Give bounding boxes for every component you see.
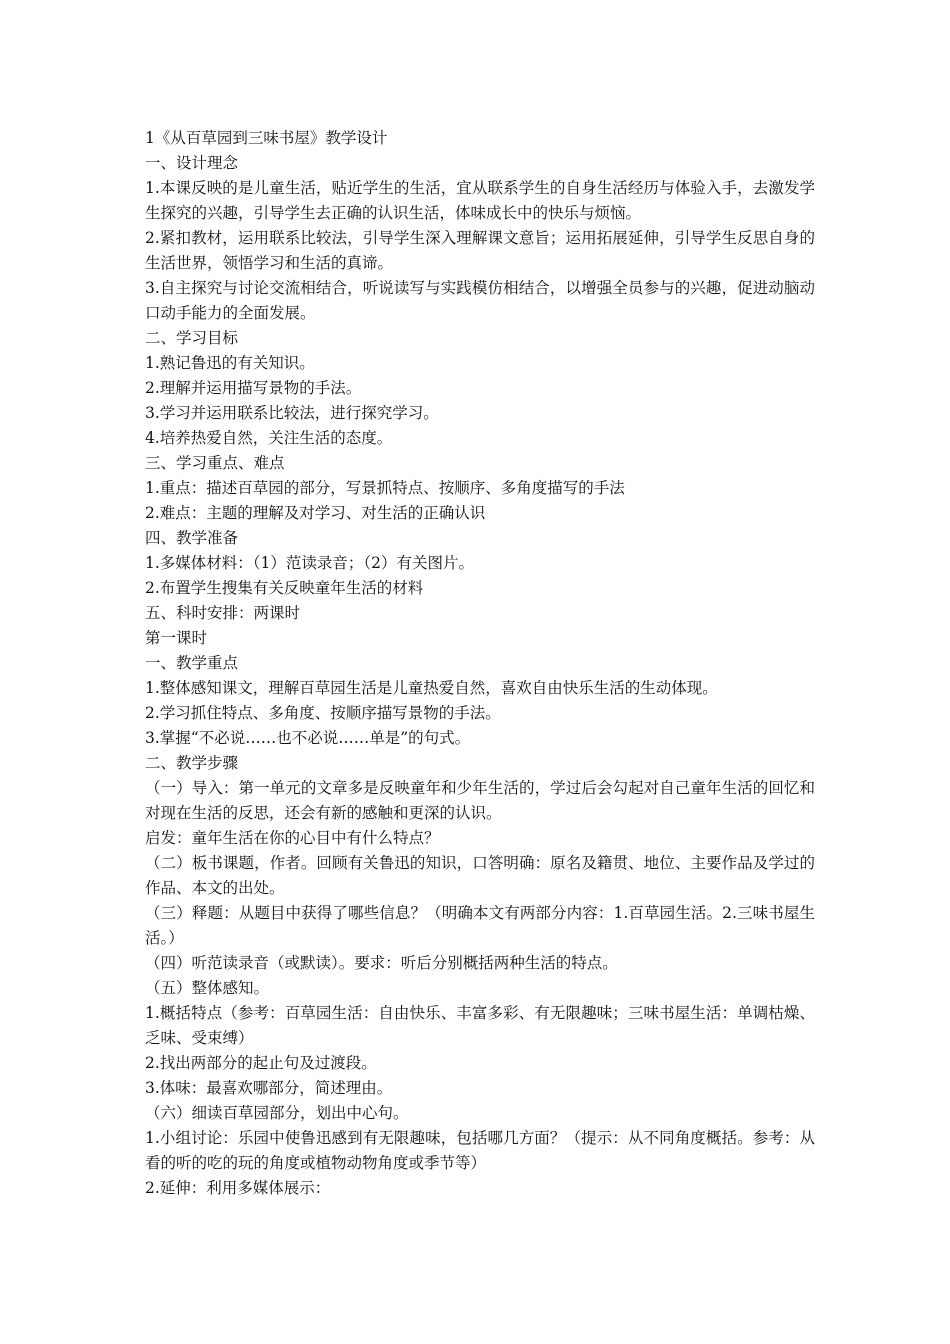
paragraph: （五）整体感知。 xyxy=(145,979,270,997)
lesson-heading: 第一课时 xyxy=(145,629,208,647)
paragraph: 3.掌握“不必说……也不必说……单是”的句式。 xyxy=(145,729,471,747)
paragraph: 2.布置学生搜集有关反映童年生活的材料 xyxy=(145,579,424,597)
paragraph: （二）板书课题，作者。回顾有关鲁迅的知识，口答明确：原名及籍贯、地位、主要作品及学过的作品、本文的出处。 xyxy=(145,854,815,897)
paragraph: 1.多媒体材料：（1）范读录音；（2）有关图片。 xyxy=(145,554,475,572)
section-heading: 二、教学步骤 xyxy=(145,754,239,772)
section-heading: 一、教学重点 xyxy=(145,654,239,672)
paragraph: 1.概括特点（参考：百草园生活：自由快乐、丰富多彩、有无限趣味；三味书屋生活：单调枯燥、乏味、受束缚） xyxy=(145,1004,815,1047)
paragraph: 1.整体感知课文，理解百草园生活是儿童热爱自然，喜欢自由快乐生活的生动体现。 xyxy=(145,679,718,697)
paragraph: 3.自主探究与讨论交流相结合，听说读写与实践模仿相结合，以增强全员参与的兴趣，促进动脑动口动手能力的全面发展。 xyxy=(145,279,815,322)
document-title: 1《从百草园到三味书屋》教学设计 xyxy=(145,129,388,147)
paragraph: 启发：童年生活在你的心目中有什么特点？ xyxy=(145,829,440,847)
paragraph: 2.难点：主题的理解及对学习、对生活的正确认识 xyxy=(145,504,486,522)
section-heading: 一、设计理念 xyxy=(145,154,239,172)
section-heading: 五、科时安排：两课时 xyxy=(145,604,301,622)
paragraph: （六）细读百草园部分，划出中心句。 xyxy=(145,1104,409,1122)
paragraph: 1.本课反映的是儿童生活，贴近学生的生活，宜从联系学生的自身生活经历与体验入手，去激发学生探究的兴趣，引导学生去正确的认识生活，体味成长中的快乐与烦恼。 xyxy=(145,179,815,222)
paragraph: 2.学习抓住特点、多角度、按顺序描写景物的手法。 xyxy=(145,704,501,722)
paragraph: 4.培养热爱自然，关注生活的态度。 xyxy=(145,429,393,447)
paragraph: 1.重点：描述百草园的部分，写景抓特点、按顺序、多角度描写的手法 xyxy=(145,479,625,497)
paragraph: 1.熟记鲁迅的有关知识。 xyxy=(145,354,315,372)
section-heading: 四、教学准备 xyxy=(145,529,239,547)
paragraph: （三）释题：从题目中获得了哪些信息？（明确本文有两部分内容：1.百草园生活。2.三味书屋生活。） xyxy=(145,904,815,947)
paragraph: 3.学习并运用联系比较法，进行探究学习。 xyxy=(145,404,439,422)
paragraph: 1.小组讨论：乐园中使鲁迅感到有无限趣味，包括哪几方面？（提示：从不同角度概括。参考：从看的听的吃的玩的角度或植物动物角度或季节等） xyxy=(145,1129,815,1172)
section-heading: 三、学习重点、难点 xyxy=(145,454,285,472)
paragraph: 2.紧扣教材，运用联系比较法，引导学生深入理解课文意旨；运用拓展延伸，引导学生反思自身的生活世界，领悟学习和生活的真谛。 xyxy=(145,229,815,272)
paragraph: 2.理解并运用描写景物的手法。 xyxy=(145,379,362,397)
paragraph: 2.延伸：利用多媒体展示： xyxy=(145,1179,331,1197)
paragraph: 2.找出两部分的起止句及过渡段。 xyxy=(145,1054,377,1072)
section-heading: 二、学习目标 xyxy=(145,329,239,347)
paragraph: （一）导入：第一单元的文章多是反映童年和少年生活的，学过后会勾起对自己童年生活的回忆和对现在生活的反思，还会有新的感触和更深的认识。 xyxy=(145,779,815,822)
document-body xyxy=(145,126,815,1201)
paragraph: （四）听范读录音（或默读）。要求：听后分别概括两种生活的特点。 xyxy=(145,954,618,972)
paragraph: 3.体味：最喜欢哪部分，简述理由。 xyxy=(145,1079,393,1097)
